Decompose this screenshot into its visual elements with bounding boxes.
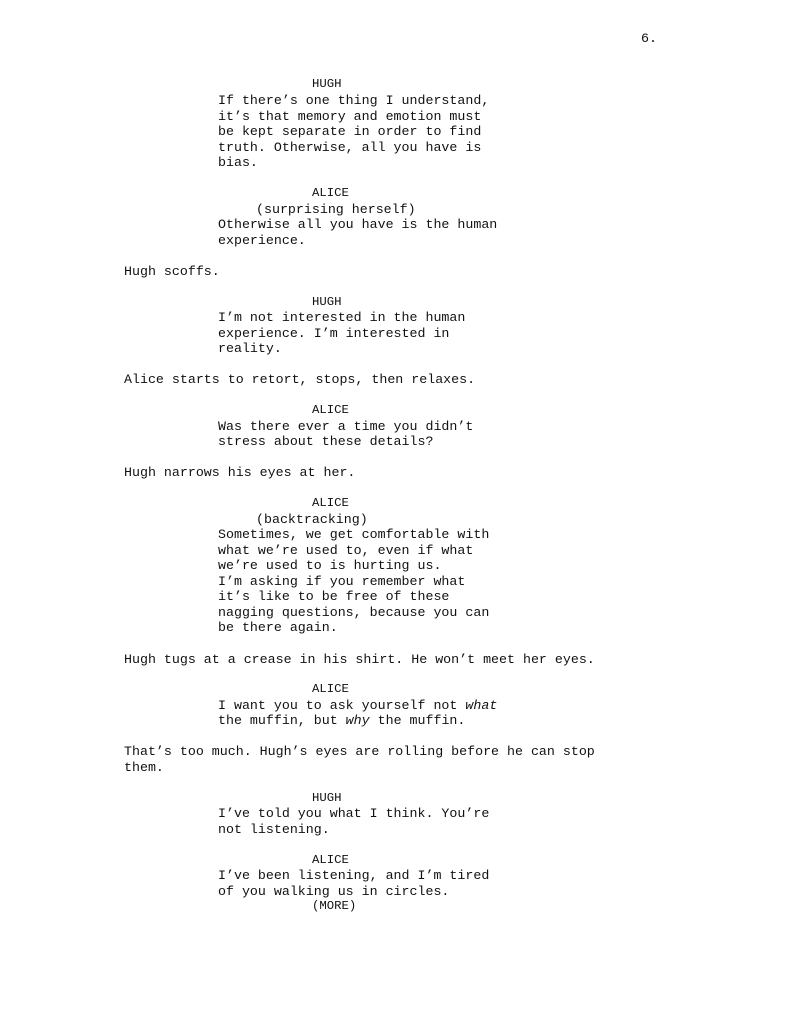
dialogue-line: truth. Otherwise, all you have is [218,139,482,155]
emphasis-text: why [345,713,370,728]
dialogue-text: I want you to ask yourself not [218,697,466,713]
action-line: them. [124,759,164,775]
page-number: 6. [641,31,657,46]
dialogue-line: stress about these details? [218,434,434,449]
character-cue-alice: ALICE [312,496,349,510]
dialogue-line: If there’s one thing I understand, [218,93,490,108]
parenthetical: (surprising herself) [256,201,416,217]
dialogue-line: of you walking us in circles. [218,883,450,899]
dialogue-text: the muffin. [369,713,466,728]
dialogue-line: reality. [218,341,282,356]
dialogue-line: not listening. [218,821,330,837]
dialogue-line: experience. I’m interested in [218,325,450,341]
dialogue-line: Sometimes, we get comfortable with [218,527,490,542]
dialogue-line: Was there ever a time you didn’t [218,418,474,434]
action-line: Hugh narrows his eyes at her. [124,465,356,480]
character-cue-alice: ALICE [312,403,349,417]
character-cue-hugh: HUGH [312,295,342,309]
character-cue-hugh: HUGH [312,790,342,805]
dialogue-line: what we’re used to, even if what [218,542,474,558]
action-line: Hugh tugs at a crease in his shirt. He won’t meet her eyes. [124,652,595,667]
character-cue-hugh: HUGH [312,77,342,91]
dialogue-line: bias. [218,155,258,170]
dialogue-line: it’s that memory and emotion must [218,108,482,124]
parenthetical: (backtracking) [256,511,368,527]
dialogue-line: nagging questions, because you can [218,604,490,620]
dialogue-line: I’ve been listening, and I’m tired [218,868,490,883]
more-indicator: (MORE) [312,899,357,913]
character-cue-alice: ALICE [312,186,349,200]
dialogue-line: Otherwise all you have is the human [218,217,498,232]
action-line: Hugh scoffs. [124,263,220,279]
dialogue-line: be there again. [218,620,338,635]
action-line: That’s too much. Hugh’s eyes are rolling before he can stop [124,744,595,759]
dialogue-line: we’re used to is hurting us. [218,558,442,573]
dialogue-line: I’m asking if you remember what [218,573,466,589]
dialogue-text: the muffin, but [218,713,346,728]
dialogue-line [218,698,497,714]
dialogue-line: I’m not interested in the human [218,310,466,325]
dialogue-line [218,713,465,729]
dialogue-line: be kept separate in order to find [218,124,482,139]
dialogue-line: I’ve told you what I think. You’re [218,806,490,821]
character-cue-alice: ALICE [312,682,349,696]
character-cue-alice: ALICE [312,852,349,867]
emphasis-text: what [465,697,498,713]
action-line: Alice starts to retort, stops, then relaxes. [124,372,476,387]
dialogue-line: experience. [218,232,306,248]
dialogue-line: it’s like to be free of these [218,589,450,604]
